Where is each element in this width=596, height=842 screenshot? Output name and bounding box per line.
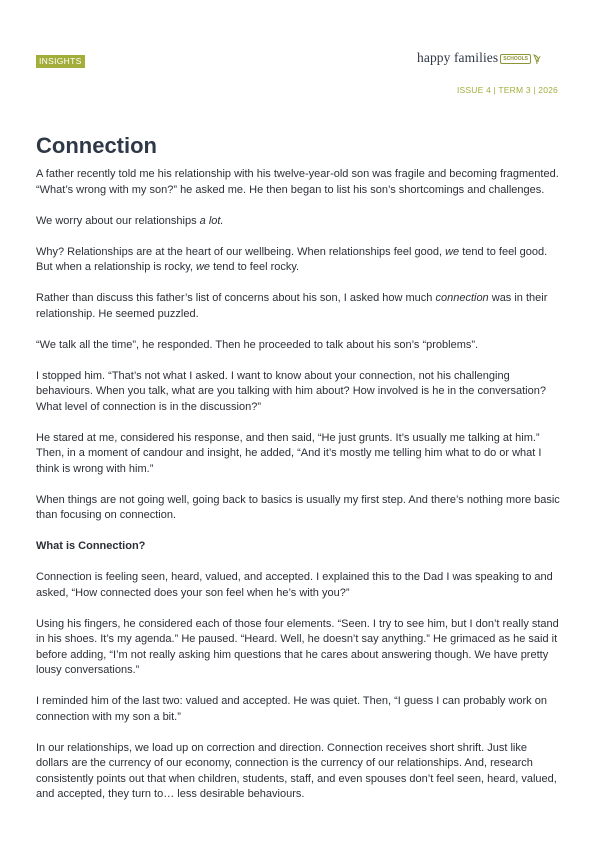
paragraph: Why? Relationships are at the heart of our wellbeing. When relationships feel good, we tend to feel good. But when a relationship is rocky, we tend to feel rocky.	[36, 245, 548, 273]
article-title: Connection	[36, 133, 157, 158]
paragraph: Connection is feeling seen, heard, valued, and accepted. I explained this to the Dad I was speaking to and asked, “How connected does your son feel when he’s with you?”	[36, 571, 553, 599]
paragraph: When things are not going well, going back to basics is usually my first step. And there’s nothing more basic than focusing on connection.	[36, 493, 560, 521]
paragraph: A father recently told me his relationship with his twelve-year-old son was fragile and becoming fragmented. “What’s wrong with my son?” he asked me. He then began to list his son’s shortcomings and challenges.	[36, 168, 559, 196]
paragraph: In our relationships, we load up on correction and direction. Connection receives short shrift. Just like dollars are the currency of our economy, connection is the currency of our relationships. And, research consistently points out that when children, students, staff, and even spouses don’t feel seen, heard, valued, and accepted, they turn to… less desirable behaviours.	[36, 741, 557, 800]
section-heading: What is Connection?	[36, 540, 146, 552]
paragraph: I reminded him of the last two: valued and accepted. He was quiet. Then, “I guess I can probably work on connection with my son a bit.”	[36, 695, 547, 723]
paragraph: He stared at me, considered his response, and then said, “He just grunts. It’s usually me talking at him.” Then, in a moment of candour and insight, he added, “And it’s mostly me telling him what to do or what I think is wrong with him.”	[36, 431, 542, 475]
paragraph: I stopped him. “That’s not what I asked. I want to know about your connection, not his challenging behaviours. When you talk, what are you talking with him about? How involved is he in the conversation? What level of connection is in the discussion?”	[36, 369, 546, 413]
happy-families-logo	[417, 50, 541, 66]
article-body	[36, 167, 562, 818]
logo-text: happy families	[417, 50, 499, 65]
paragraph: “We talk all the time”, he responded. Then he proceeded to talk about his son’s “problems”.	[36, 338, 479, 351]
paragraph: Using his fingers, he considered each of those four elements. “Seen. I try to see him, but I don’t really stand in his shoes. It’s my agenda.” He paused. “Heard. Well, he doesn’t say anything.” He grimaced as he said it before adding, “I’m not really asking him questions that he cares about answering though. We have pretty lousy conversations.”	[36, 617, 559, 676]
issue-info: ISSUE 4 | TERM 3 | 2026	[457, 85, 558, 95]
leaf-icon	[533, 53, 541, 65]
insights-tag: INSIGHTS	[36, 55, 85, 68]
logo-schools-badge: SCHOOLS	[500, 54, 531, 64]
paragraph: Rather than discuss this father’s list of concerns about his son, I asked how much connection was in their relationship. He seemed puzzled.	[36, 292, 548, 320]
paragraph: We worry about our relationships a lot.	[36, 214, 224, 227]
